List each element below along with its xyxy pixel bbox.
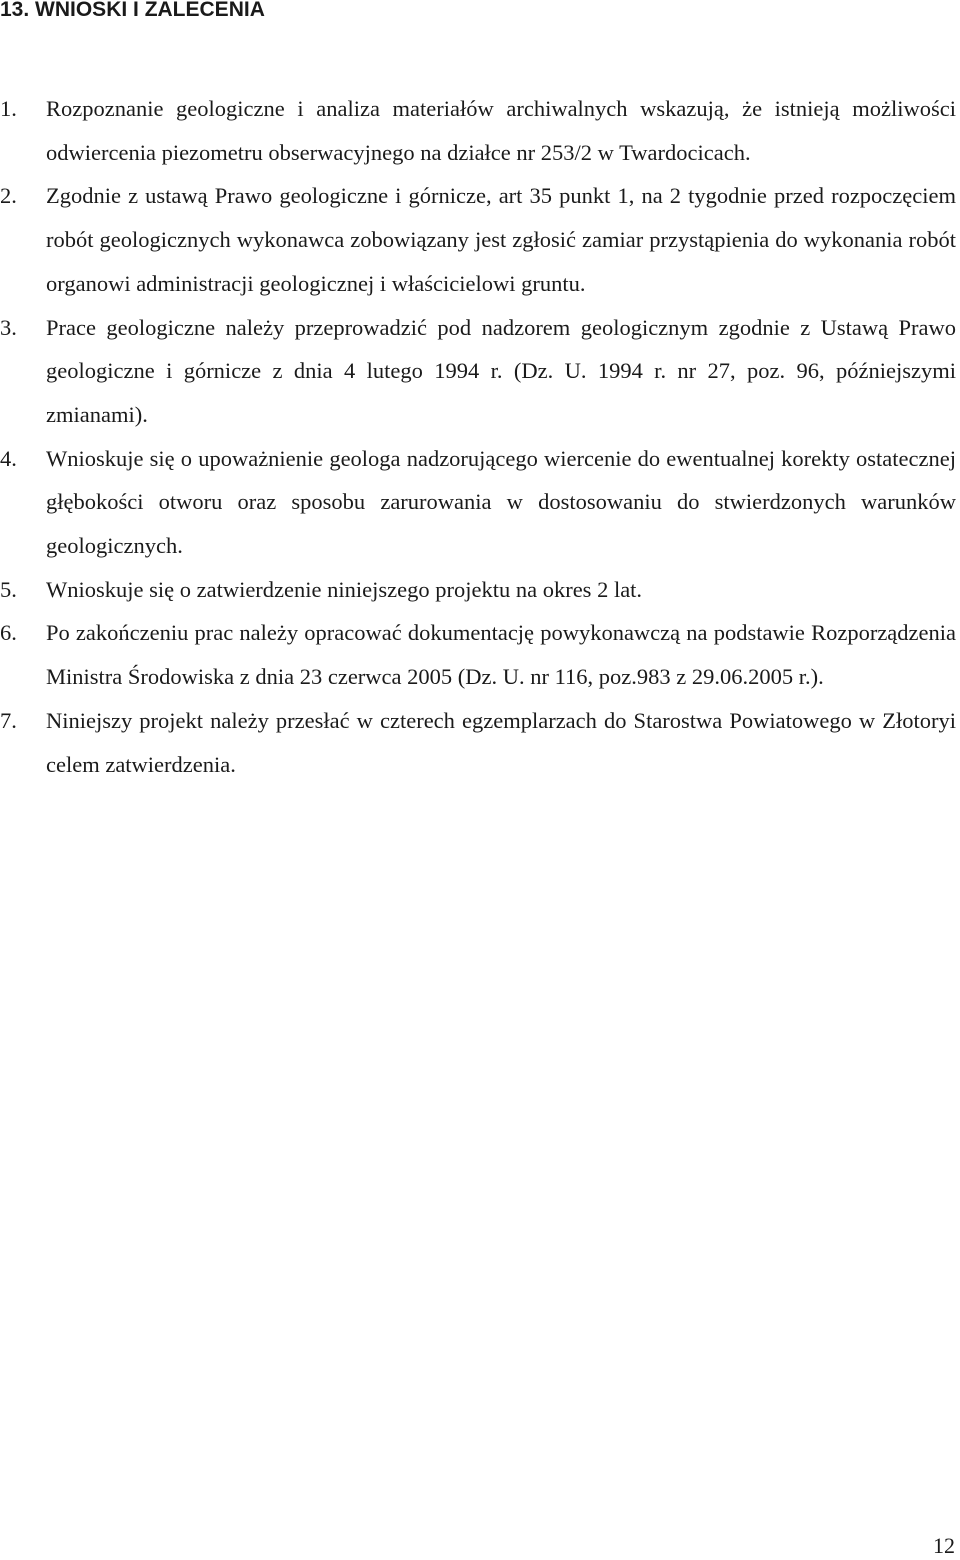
list-item <box>0 306 956 437</box>
recommendations-list <box>0 87 956 786</box>
item-text: Rozpoznanie geologiczne i analiza materiałów archiwalnych wskazują, że istnieją możliwości odwiercenia piezometru obserwacyjnego na działce nr 253/2 w Twardocicach. <box>46 96 956 165</box>
item-number: 5. <box>0 576 17 602</box>
list-item <box>0 174 956 305</box>
item-text: Niniejszy projekt należy przesłać w czterech egzemplarzach do Starostwa Powiatowego w Złotoryi celem zatwierdzenia. <box>46 707 956 777</box>
item-number: 3. <box>0 314 17 340</box>
item-number: 2. <box>0 183 17 209</box>
list-item <box>0 87 956 174</box>
item-text: Wnioskuje się o zatwierdzenie niniejszego projektu na okres 2 lat. <box>46 576 643 602</box>
item-number: 6. <box>0 620 17 646</box>
list-item <box>0 611 956 698</box>
item-number: 1. <box>0 96 17 121</box>
item-text: Wnioskuje się o upoważnienie geologa nadzorującego wiercenie do ewentualnej korekty ostatecznej głębokości otworu oraz sposobu zarurowania w dostosowaniu do stwierdzonych warunków geologicznych. <box>46 445 956 559</box>
page-number: 12 <box>933 1533 955 1558</box>
item-number: 7. <box>0 707 17 733</box>
item-text: Zgodnie z ustawą Prawo geologiczne i górnicze, art 35 punkt 1, na 2 tygodnie przed rozpoczęciem robót geologicznych wykonawca zobowiązany jest zgłosić zamiar przystąpienia do wykonania robót organowi administracji geologicznej i właścicielowi gruntu. <box>46 183 956 296</box>
list-item <box>0 699 956 786</box>
list-item <box>0 568 956 612</box>
item-text: Po zakończeniu prac należy opracować dokumentację powykonawczą na podstawie Rozporządzenia Ministra Środowiska z dnia 23 czerwca 2005 (Dz. U. nr 116, poz.983 z 29.06.2005 r.). <box>46 620 956 690</box>
item-number: 4. <box>0 445 17 471</box>
item-text: Prace geologiczne należy przeprowadzić pod nadzorem geologicznym zgodnie z Ustawą Prawo geologiczne i górnicze z dnia 4 lutego 1994 r. (Dz. U. 1994 r. nr 27, poz. 96, późniejszymi zmianami). <box>46 314 956 427</box>
list-item <box>0 437 956 568</box>
section-heading: 13. WNIOSKI I ZALECENIA <box>0 0 265 21</box>
